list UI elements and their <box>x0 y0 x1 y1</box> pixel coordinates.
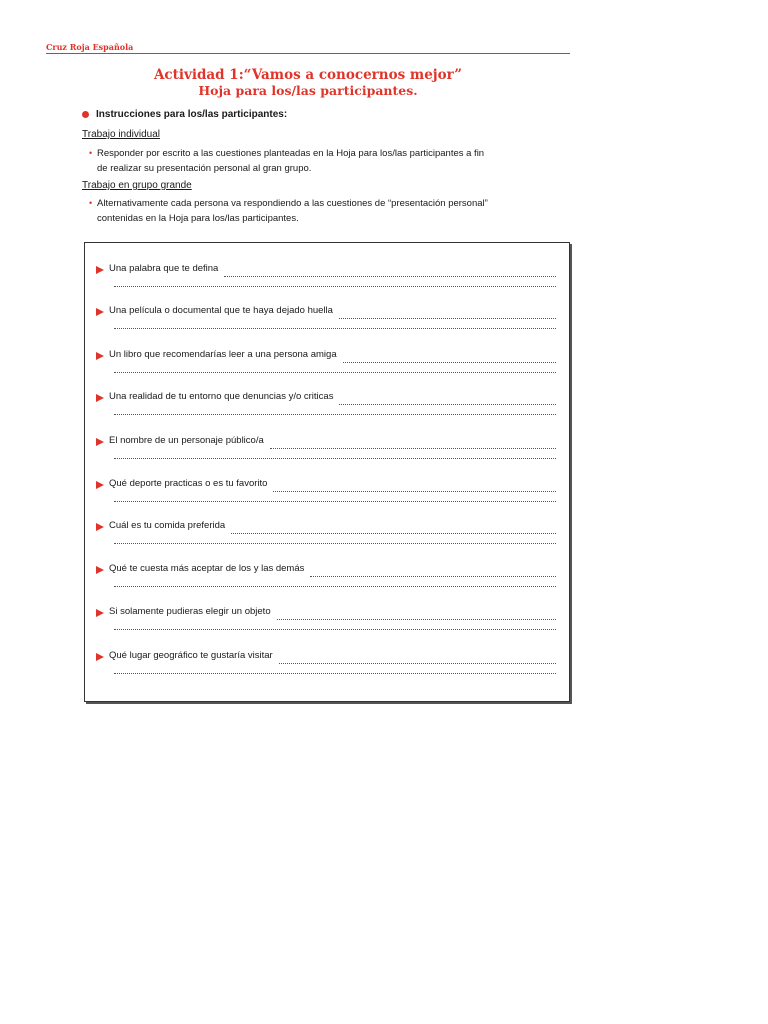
question-label: Una realidad de tu entorno que denuncias y/o criticas <box>109 391 334 402</box>
bullet-mark-icon: • <box>89 198 93 208</box>
answer-dotted-line[interactable] <box>279 654 556 664</box>
answer-dotted-line[interactable] <box>114 501 556 502</box>
answer-dotted-line[interactable] <box>231 524 556 534</box>
bullet-individual <box>89 146 575 176</box>
answer-dotted-line[interactable] <box>114 673 556 674</box>
instructions-heading <box>82 109 287 120</box>
title-block <box>46 67 570 98</box>
header-divider <box>46 53 570 54</box>
arrow-right-icon <box>96 481 104 489</box>
arrow-right-icon <box>96 266 104 274</box>
arrow-right-icon <box>96 394 104 402</box>
arrow-right-icon <box>96 352 104 360</box>
arrow-right-icon <box>96 653 104 661</box>
answer-dotted-line[interactable] <box>270 439 556 449</box>
arrow-right-icon <box>96 438 104 446</box>
question-item[interactable] <box>96 606 556 648</box>
question-label: Una palabra que te defina <box>109 263 219 274</box>
question-item[interactable] <box>96 391 556 433</box>
arrow-right-icon <box>96 523 104 531</box>
question-label: Qué lugar geográfico te gustaría visitar <box>109 650 273 661</box>
bullet-dot-icon <box>82 111 89 118</box>
question-item[interactable] <box>96 263 556 305</box>
answer-dotted-line[interactable] <box>114 328 556 329</box>
bullet-text-line: Alternativamente cada persona va respondiendo a las cuestiones de “presentación personal” <box>97 198 488 209</box>
question-label: Un libro que recomendarías leer a una persona amiga <box>109 349 337 360</box>
arrow-right-icon <box>96 308 104 316</box>
bullet-text-line: Responder por escrito a las cuestiones planteadas en la Hoja para los/las participantes a fin <box>97 148 485 159</box>
question-label: Qué deporte practicas o es tu favorito <box>109 478 268 489</box>
answer-dotted-line[interactable] <box>339 395 556 405</box>
answer-dotted-line[interactable] <box>114 629 556 630</box>
arrow-right-icon <box>96 609 104 617</box>
question-item[interactable] <box>96 305 556 347</box>
question-item[interactable] <box>96 650 556 692</box>
header-brand: Cruz Roja Española <box>46 42 134 52</box>
answer-dotted-line[interactable] <box>114 543 556 544</box>
answer-dotted-line[interactable] <box>114 586 556 587</box>
bullet-group <box>89 196 575 226</box>
answer-dotted-line[interactable] <box>224 267 556 277</box>
answer-dotted-line[interactable] <box>277 610 556 620</box>
question-label: Una película o documental que te haya dejado huella <box>109 305 333 316</box>
question-label: Si solamente pudieras elegir un objeto <box>109 606 271 617</box>
question-item[interactable] <box>96 435 556 477</box>
question-label: Cuál es tu comida preferida <box>109 520 226 531</box>
question-item[interactable] <box>96 349 556 391</box>
answer-dotted-line[interactable] <box>114 414 556 415</box>
bullet-text-line: de realizar su presentación personal al gran grupo. <box>97 163 312 174</box>
activity-subtitle: Hoja para los/las participantes. <box>198 83 418 98</box>
bullet-mark-icon: • <box>89 148 93 158</box>
instructions-heading-text: Instrucciones para los/las participantes: <box>96 109 288 120</box>
answer-dotted-line[interactable] <box>339 309 556 319</box>
answer-dotted-line[interactable] <box>343 353 556 363</box>
question-item[interactable] <box>96 478 556 520</box>
answer-dotted-line[interactable] <box>310 567 556 577</box>
question-item[interactable] <box>96 563 556 605</box>
question-label: El nombre de un personaje público/a <box>109 435 264 446</box>
question-item[interactable] <box>96 520 556 562</box>
section-title-group: Trabajo en grupo grande <box>82 180 192 191</box>
question-label: Qué te cuesta más aceptar de los y las demás <box>109 563 305 574</box>
answer-dotted-line[interactable] <box>114 286 556 287</box>
bullet-text-line: contenidas en la Hoja para los/las participantes. <box>97 213 299 224</box>
arrow-right-icon <box>96 566 104 574</box>
activity-title: Actividad 1:“Vamos a conocernos mejor” <box>153 67 463 83</box>
answer-dotted-line[interactable] <box>114 372 556 373</box>
answer-dotted-line[interactable] <box>273 482 556 492</box>
section-title-individual: Trabajo individual <box>82 129 161 140</box>
answer-dotted-line[interactable] <box>114 458 556 459</box>
